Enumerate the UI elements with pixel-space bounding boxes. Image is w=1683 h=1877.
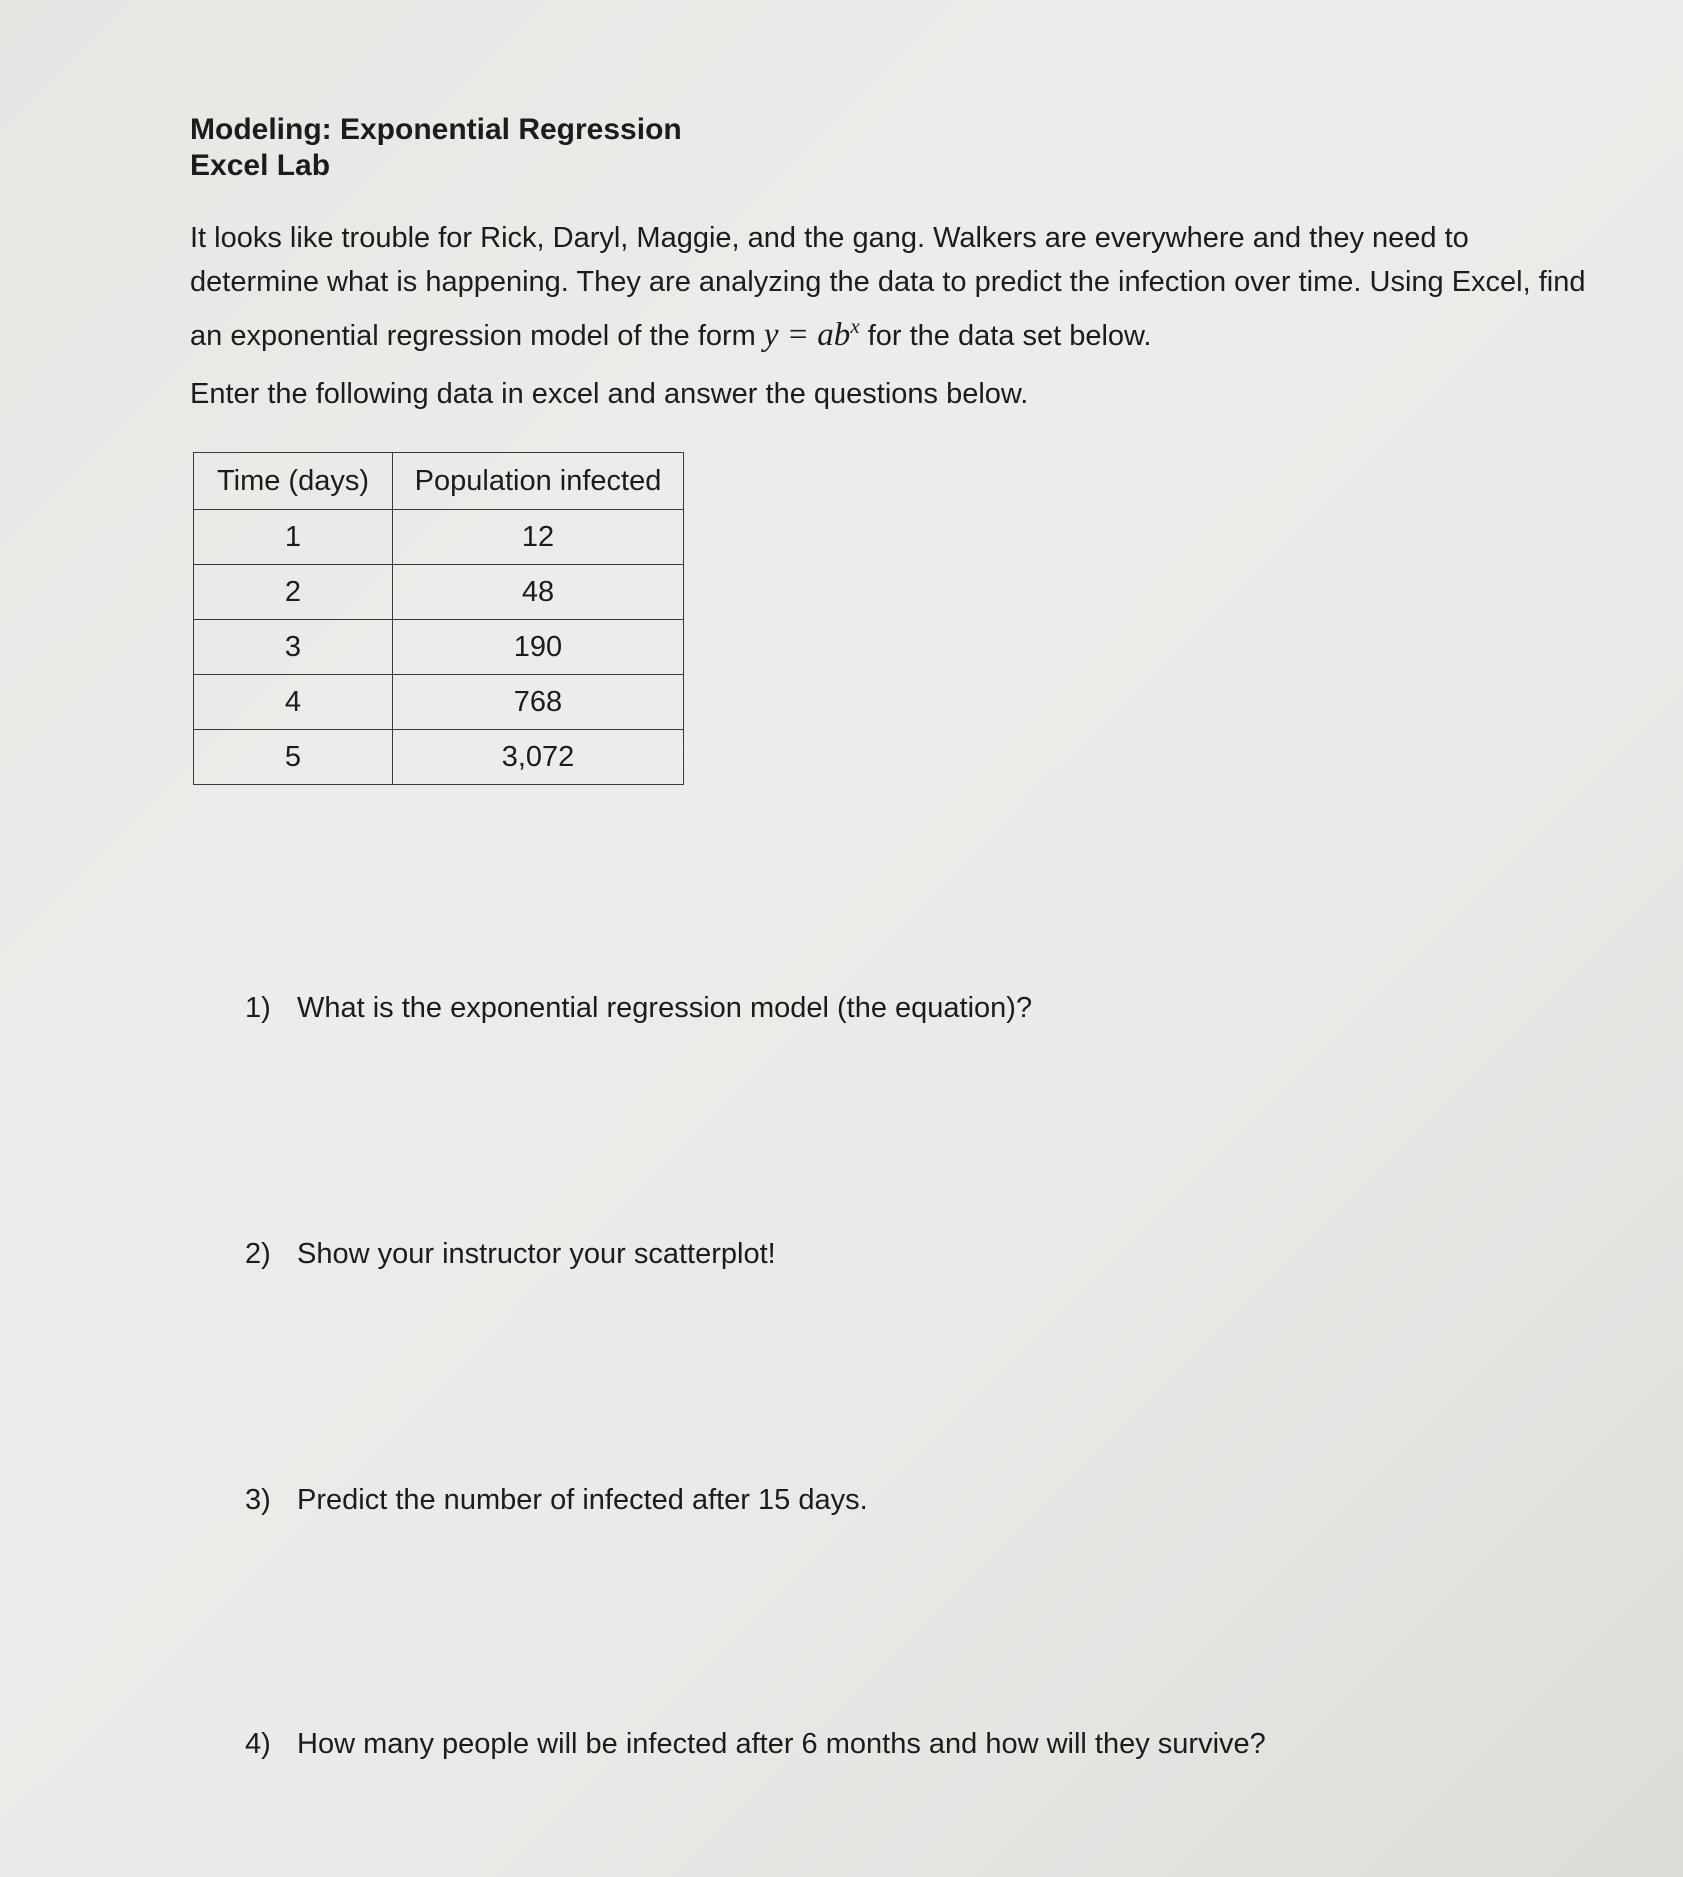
table-header-row <box>194 453 684 510</box>
page-title: Modeling: Exponential Regression <box>190 113 682 146</box>
question-item <box>245 992 1032 1025</box>
column-header-time: Time (days) <box>194 453 393 510</box>
question-number: 3) <box>245 1484 271 1516</box>
column-header-population: Population infected <box>393 453 684 510</box>
table-cell-population: 3,072 <box>393 730 684 785</box>
question-item <box>245 1728 1266 1761</box>
instruction-text: Enter the following data in excel and answer the questions below. <box>190 378 1029 410</box>
table-cell-population: 12 <box>393 510 684 565</box>
formula-exponent: x <box>850 314 860 338</box>
table-cell-time: 4 <box>194 675 393 730</box>
table-cell-time: 2 <box>194 565 393 620</box>
data-table <box>193 452 684 785</box>
question-number: 2) <box>245 1238 271 1270</box>
table-cell-population: 190 <box>393 620 684 675</box>
table-row <box>194 565 684 620</box>
table-cell-population: 768 <box>393 675 684 730</box>
worksheet <box>190 112 1610 1760</box>
table-cell-time: 1 <box>194 510 393 565</box>
intro-paragraph <box>190 216 1590 358</box>
question-text: Show your instructor your scatterplot! <box>297 1238 776 1270</box>
table-cell-time: 3 <box>194 620 393 675</box>
formula-base: y = ab <box>763 317 851 353</box>
question-number: 4) <box>245 1728 271 1760</box>
table-row <box>194 620 684 675</box>
intro-text: It looks like trouble for Rick, Daryl, Maggie, and the gang. Walkers are everywhere and they need to determine what is happening. They are analyzing the data to predict the infection over time. Using Excel, find an exponential regression model of the form <box>190 222 1586 352</box>
table-row <box>194 675 684 730</box>
table-row <box>194 730 684 785</box>
question-text: Predict the number of infected after 15 days. <box>297 1484 868 1516</box>
formula <box>763 314 860 353</box>
question-number: 1) <box>245 992 271 1024</box>
intro-text-end: for the data set below. <box>859 320 1152 352</box>
question-item <box>245 1484 868 1517</box>
table-row <box>194 510 684 565</box>
page-subtitle: Excel Lab <box>190 149 331 182</box>
table-cell-time: 5 <box>194 730 393 785</box>
question-text: What is the exponential regression model (the equation)? <box>297 992 1033 1024</box>
question-item <box>245 1238 776 1271</box>
question-text: How many people will be infected after 6 months and how will they survive? <box>297 1728 1266 1760</box>
table-cell-population: 48 <box>393 565 684 620</box>
